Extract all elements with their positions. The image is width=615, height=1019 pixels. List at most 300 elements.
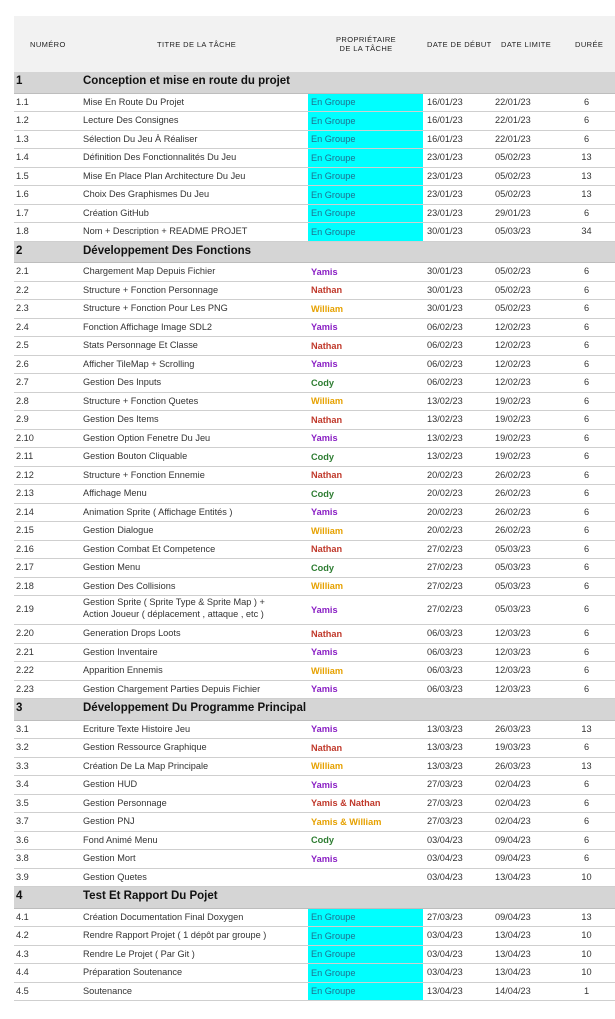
task-title: Affichage Menu — [83, 488, 147, 498]
group-title: Conception et mise en route du projet — [83, 75, 291, 87]
task-duration: 13 — [581, 911, 592, 922]
task-number: 2.3 — [16, 303, 29, 313]
task-title: Création GitHub — [83, 207, 149, 218]
table-row — [14, 319, 615, 338]
task-number: 3.6 — [16, 834, 29, 845]
task-title: Nom + Description + README PROJET — [83, 226, 248, 236]
task-title: Structure + Fonction Personnage — [83, 284, 219, 295]
task-number: 2.21 — [16, 646, 34, 657]
task-end-date: 26/02/23 — [495, 488, 531, 498]
task-duration: 6 — [583, 266, 590, 276]
task-title: Gestion Personnage — [83, 797, 167, 808]
task-start-date: 23/01/23 — [427, 152, 463, 162]
task-start-date: 30/01/23 — [427, 303, 463, 313]
task-duration: 6 — [583, 414, 590, 424]
task-end-date: 14/04/23 — [495, 985, 531, 996]
task-number: 2.7 — [16, 377, 29, 387]
task-title: Fond Animé Menu — [83, 834, 158, 845]
task-owner: William — [311, 303, 344, 314]
task-start-date: 06/02/23 — [427, 377, 463, 387]
task-end-date: 12/03/23 — [495, 665, 531, 675]
task-end-date: 12/02/23 — [495, 358, 531, 369]
task-owner: Nathan — [311, 285, 343, 296]
group-row — [14, 887, 615, 909]
task-title: Chargement Map Depuis Fichier — [83, 266, 216, 276]
task-start-date: 27/02/23 — [427, 562, 463, 572]
task-number: 3.2 — [16, 742, 29, 752]
task-title: Animation Sprite ( Affichage Entités ) — [83, 506, 233, 517]
table-row — [14, 485, 615, 504]
task-owner: En Groupe — [308, 205, 423, 223]
table-row — [14, 869, 615, 888]
table-row — [14, 337, 615, 356]
task-end-date: 02/04/23 — [495, 797, 531, 808]
task-start-date: 27/02/23 — [427, 543, 463, 554]
task-number: 1.5 — [16, 170, 29, 181]
task-title: Mise En Route Du Projet — [83, 96, 185, 107]
task-owner: En Groupe — [308, 131, 423, 149]
task-owner: Yamis — [311, 507, 338, 518]
task-owner: Nathan — [311, 470, 343, 481]
table-row — [14, 430, 615, 449]
task-number: 4.5 — [16, 985, 29, 996]
task-duration: 13 — [581, 723, 592, 734]
task-number: 2.13 — [16, 488, 34, 498]
table-row — [14, 263, 615, 282]
task-number: 4.1 — [16, 911, 29, 922]
task-end-date: 22/01/23 — [495, 115, 531, 125]
task-owner: En Groupe — [308, 112, 423, 130]
task-duration: 6 — [583, 665, 590, 675]
task-owner: Cody — [311, 488, 334, 499]
task-start-date: 30/01/23 — [427, 284, 463, 295]
task-end-date: 13/04/23 — [495, 948, 531, 959]
task-owner: Cody — [311, 562, 334, 573]
table-row — [14, 559, 615, 578]
task-number: 4.4 — [16, 967, 29, 977]
task-number: 1.7 — [16, 207, 29, 218]
task-end-date: 05/03/23 — [495, 562, 531, 572]
task-number: 2.9 — [16, 414, 29, 424]
task-duration: 6 — [583, 646, 590, 657]
task-end-date: 22/01/23 — [495, 96, 531, 107]
table-row — [14, 909, 615, 928]
task-duration: 6 — [583, 115, 590, 125]
group-row — [14, 699, 615, 721]
task-start-date: 06/02/23 — [427, 358, 463, 369]
task-title: Mise En Place Plan Architecture Du Jeu — [83, 170, 246, 181]
task-end-date: 19/02/23 — [495, 395, 531, 406]
task-owner: En Groupe — [308, 186, 423, 204]
task-end-date: 26/02/23 — [495, 525, 531, 535]
task-duration: 6 — [583, 340, 590, 350]
task-owner: Cody — [311, 835, 334, 846]
task-end-date: 29/01/23 — [495, 207, 531, 218]
task-number: 2.14 — [16, 506, 34, 517]
task-start-date: 13/02/23 — [427, 414, 463, 424]
task-duration: 10 — [581, 948, 592, 959]
task-duration: 6 — [583, 543, 590, 554]
task-end-date: 19/02/23 — [495, 451, 531, 461]
task-end-date: 19/03/23 — [495, 742, 531, 752]
task-owner: Nathan — [311, 544, 343, 555]
task-owner: Yamis — [311, 724, 338, 735]
task-start-date: 27/03/23 — [427, 797, 463, 808]
task-owner — [308, 869, 423, 887]
group-number: 4 — [16, 890, 23, 902]
task-start-date: 03/04/23 — [427, 834, 463, 845]
table-row — [14, 983, 615, 1002]
task-start-date: 20/02/23 — [427, 525, 463, 535]
task-title-line2: Action Joueur ( déplacement , attaque , etc ) — [83, 608, 264, 619]
task-start-date: 27/02/23 — [427, 580, 463, 591]
task-start-date: 06/03/23 — [427, 646, 463, 657]
task-end-date: 12/02/23 — [495, 321, 531, 332]
task-title: Gestion Des Inputs — [83, 377, 162, 387]
task-end-date: 12/02/23 — [495, 340, 531, 350]
task-duration: 6 — [583, 377, 590, 387]
task-duration: 6 — [583, 580, 590, 591]
task-end-date: 12/03/23 — [495, 646, 531, 657]
task-duration: 13 — [581, 189, 592, 199]
task-owner: Yamis — [311, 322, 338, 333]
task-number: 2.4 — [16, 321, 29, 332]
task-number: 2.5 — [16, 340, 29, 350]
table-row — [14, 223, 615, 242]
table-row — [14, 393, 615, 412]
group-title: Développement Du Programme Principal — [83, 702, 307, 714]
task-number: 2.11 — [16, 451, 34, 461]
header-owner-line1: PROPRIÉTAIRE — [336, 35, 397, 44]
task-owner: En Groupe — [308, 946, 423, 964]
task-number: 2.19 — [16, 604, 34, 614]
task-owner: En Groupe — [308, 909, 423, 927]
task-owner: Cody — [311, 451, 334, 462]
task-number: 4.3 — [16, 948, 29, 959]
task-end-date: 02/04/23 — [495, 779, 531, 789]
task-duration: 6 — [583, 604, 590, 614]
task-start-date: 06/03/23 — [427, 683, 463, 694]
task-owner: Yamis — [311, 684, 338, 695]
task-owner: William — [311, 761, 344, 772]
task-number: 1.3 — [16, 133, 29, 144]
task-number: 1.6 — [16, 189, 29, 199]
task-start-date: 13/02/23 — [427, 451, 463, 461]
task-duration: 6 — [583, 451, 590, 461]
task-title: Sélection Du Jeu À Réaliser — [83, 133, 198, 144]
header-number: NUMÉRO — [30, 40, 66, 49]
task-owner: Yamis — [311, 647, 338, 658]
task-number: 2.1 — [16, 266, 29, 276]
task-title: Gestion Des Collisions — [83, 580, 176, 591]
task-title: Gestion Option Fenetre Du Jeu — [83, 432, 211, 443]
task-title: Définition Des Fonctionnalités Du Jeu — [83, 152, 237, 162]
task-duration: 13 — [581, 152, 592, 162]
task-title: Rendre Le Projet ( Par Git ) — [83, 948, 195, 959]
group-row — [14, 242, 615, 264]
task-start-date: 30/01/23 — [427, 226, 463, 236]
task-number: 2.8 — [16, 395, 29, 406]
task-owner: William — [311, 396, 344, 407]
task-duration: 10 — [581, 871, 592, 882]
group-title: Test Et Rapport Du Pojet — [83, 890, 218, 902]
table-row — [14, 112, 615, 131]
task-duration: 6 — [583, 562, 590, 572]
task-start-date: 16/01/23 — [427, 115, 463, 125]
task-title: Structure + Fonction Ennemie — [83, 469, 205, 480]
task-end-date: 02/04/23 — [495, 816, 531, 826]
task-start-date: 13/03/23 — [427, 742, 463, 752]
task-duration: 1 — [583, 985, 590, 996]
task-owner: William — [311, 581, 344, 592]
task-start-date: 03/04/23 — [427, 948, 463, 959]
task-duration: 6 — [583, 488, 590, 498]
task-number: 3.1 — [16, 723, 29, 734]
table-row — [14, 504, 615, 523]
task-title — [83, 597, 265, 620]
table-row — [14, 625, 615, 644]
task-number: 3.4 — [16, 779, 29, 789]
task-number: 2.17 — [16, 562, 34, 572]
task-end-date: 26/02/23 — [495, 469, 531, 480]
task-end-date: 26/02/23 — [495, 506, 531, 517]
task-end-date: 05/02/23 — [495, 266, 531, 276]
task-number: 3.9 — [16, 871, 29, 882]
task-owner: Nathan — [311, 340, 343, 351]
task-end-date: 05/03/23 — [495, 580, 531, 591]
task-end-date: 05/03/23 — [495, 543, 531, 554]
task-title: Ecriture Texte Histoire Jeu — [83, 723, 191, 734]
table-row — [14, 374, 615, 393]
task-end-date: 05/03/23 — [495, 604, 531, 614]
task-duration: 6 — [583, 816, 590, 826]
task-owner: Nathan — [311, 414, 343, 425]
task-end-date: 05/02/23 — [495, 152, 531, 162]
task-end-date: 13/04/23 — [495, 871, 531, 882]
task-number: 4.2 — [16, 930, 29, 940]
task-owner: Yamis & Nathan — [311, 798, 381, 809]
task-start-date: 13/04/23 — [427, 985, 463, 996]
task-owner: Yamis — [311, 266, 338, 277]
task-title: Gestion Chargement Parties Depuis Fichier — [83, 683, 261, 694]
table-row — [14, 282, 615, 301]
task-start-date: 27/03/23 — [427, 816, 463, 826]
task-owner: Nathan — [311, 628, 343, 639]
table-row — [14, 758, 615, 777]
task-duration: 6 — [583, 525, 590, 535]
task-title: Préparation Soutenance — [83, 967, 183, 977]
task-end-date: 19/02/23 — [495, 432, 531, 443]
task-start-date: 03/04/23 — [427, 967, 463, 977]
task-duration: 13 — [581, 170, 592, 181]
task-title: Rendre Rapport Projet ( 1 dépôt par groupe ) — [83, 930, 267, 940]
task-end-date: 26/03/23 — [495, 723, 531, 734]
task-duration: 10 — [581, 967, 592, 977]
task-number: 3.3 — [16, 760, 29, 771]
table-row — [14, 832, 615, 851]
task-end-date: 05/02/23 — [495, 189, 531, 199]
task-number: 2.18 — [16, 580, 34, 591]
task-owner: William — [311, 525, 344, 536]
task-number: 2.12 — [16, 469, 34, 480]
task-start-date: 20/02/23 — [427, 506, 463, 517]
table-row — [14, 578, 615, 597]
task-title: Gestion Des Items — [83, 414, 159, 424]
task-title: Création Documentation Final Doxygen — [83, 911, 244, 922]
task-number: 1.1 — [16, 96, 29, 107]
task-title: Stats Personnage Et Classe — [83, 340, 198, 350]
task-duration: 6 — [583, 284, 590, 295]
task-number: 2.23 — [16, 683, 34, 694]
task-title: Gestion Bouton Cliquable — [83, 451, 188, 461]
header-end-date: DATE LIMITE — [501, 40, 552, 49]
task-end-date: 05/02/23 — [495, 284, 531, 295]
table-row — [14, 149, 615, 168]
task-number: 3.5 — [16, 797, 29, 808]
task-end-date: 05/03/23 — [495, 226, 531, 236]
task-start-date: 06/02/23 — [427, 321, 463, 332]
task-end-date: 12/02/23 — [495, 377, 531, 387]
table-body — [14, 72, 615, 1001]
task-schedule-table — [14, 16, 615, 1001]
task-start-date: 16/01/23 — [427, 96, 463, 107]
task-title: Gestion Menu — [83, 562, 141, 572]
table-row — [14, 541, 615, 560]
task-owner: En Groupe — [308, 927, 423, 945]
task-number: 2.6 — [16, 358, 29, 369]
table-row — [14, 721, 615, 740]
task-duration: 6 — [583, 469, 590, 480]
task-start-date: 27/03/23 — [427, 911, 463, 922]
task-start-date: 20/02/23 — [427, 488, 463, 498]
task-number: 1.4 — [16, 152, 29, 162]
task-title: Gestion Inventaire — [83, 646, 158, 657]
task-start-date: 30/01/23 — [427, 266, 463, 276]
table-row — [14, 168, 615, 187]
task-end-date: 19/02/23 — [495, 414, 531, 424]
task-start-date: 16/01/23 — [427, 133, 463, 144]
table-row — [14, 964, 615, 983]
task-end-date: 13/04/23 — [495, 930, 531, 940]
task-start-date: 03/04/23 — [427, 871, 463, 882]
task-start-date: 20/02/23 — [427, 469, 463, 480]
task-duration: 6 — [583, 321, 590, 332]
task-owner: Yamis — [311, 779, 338, 790]
task-owner: En Groupe — [308, 223, 423, 241]
task-start-date: 27/03/23 — [427, 779, 463, 789]
task-title: Gestion HUD — [83, 779, 138, 789]
table-row — [14, 850, 615, 869]
task-duration: 6 — [583, 432, 590, 443]
table-row — [14, 644, 615, 663]
task-title: Gestion Dialogue — [83, 525, 154, 535]
table-row — [14, 522, 615, 541]
task-duration: 6 — [583, 506, 590, 517]
table-row — [14, 813, 615, 832]
group-title: Développement Des Fonctions — [83, 244, 252, 257]
task-number: 2.15 — [16, 525, 34, 535]
task-start-date: 23/01/23 — [427, 170, 463, 181]
task-end-date: 09/04/23 — [495, 853, 531, 863]
task-title-line1: Gestion Sprite ( Sprite Type & Sprite Map ) + — [83, 597, 265, 607]
task-number: 1.8 — [16, 226, 29, 236]
task-start-date: 13/03/23 — [427, 723, 463, 734]
task-title: Lecture Des Consignes — [83, 115, 179, 125]
table-row — [14, 681, 615, 700]
table-row — [14, 795, 615, 814]
task-duration: 6 — [583, 797, 590, 808]
task-title: Gestion Combat Et Competence — [83, 543, 216, 554]
task-duration: 6 — [583, 742, 590, 752]
task-owner: En Groupe — [308, 94, 423, 112]
header-task-title: TITRE DE LA TÂCHE — [157, 40, 237, 49]
task-start-date: 13/03/23 — [427, 760, 463, 771]
task-duration: 13 — [581, 760, 592, 771]
table-row — [14, 300, 615, 319]
table-row — [14, 927, 615, 946]
task-start-date: 23/01/23 — [427, 189, 463, 199]
task-number: 2.20 — [16, 628, 34, 638]
task-number: 3.7 — [16, 816, 29, 826]
task-start-date: 06/03/23 — [427, 628, 463, 638]
task-start-date: 03/04/23 — [427, 930, 463, 940]
task-title: Afficher TileMap + Scrolling — [83, 358, 195, 369]
table-header — [14, 16, 615, 72]
task-owner: En Groupe — [308, 964, 423, 982]
task-title: Gestion Quetes — [83, 871, 147, 882]
task-number: 2.16 — [16, 543, 34, 554]
table-row — [14, 946, 615, 965]
task-title: Création De La Map Principale — [83, 760, 209, 771]
table-row — [14, 356, 615, 375]
task-duration: 6 — [583, 395, 590, 406]
task-duration: 6 — [583, 853, 590, 863]
task-start-date: 27/02/23 — [427, 604, 463, 614]
task-owner: En Groupe — [308, 149, 423, 167]
task-duration: 6 — [583, 207, 590, 218]
task-end-date: 05/02/23 — [495, 303, 531, 313]
table-row — [14, 739, 615, 758]
table-row — [14, 94, 615, 113]
task-title: Gestion Ressource Graphique — [83, 742, 207, 752]
task-end-date: 22/01/23 — [495, 133, 531, 144]
task-start-date: 13/02/23 — [427, 395, 463, 406]
task-start-date: 06/03/23 — [427, 665, 463, 675]
group-row — [14, 72, 615, 94]
task-title: Fonction Affichage Image SDL2 — [83, 321, 213, 332]
task-number: 2.22 — [16, 665, 34, 675]
table-row — [14, 411, 615, 430]
task-duration: 6 — [583, 834, 590, 845]
table-row — [14, 448, 615, 467]
task-end-date: 09/04/23 — [495, 911, 531, 922]
task-duration: 6 — [583, 683, 590, 694]
task-end-date: 12/03/23 — [495, 683, 531, 694]
task-start-date: 23/01/23 — [427, 207, 463, 218]
group-number: 2 — [16, 244, 23, 257]
task-title: Structure + Fonction Quetes — [83, 395, 199, 406]
task-end-date: 09/04/23 — [495, 834, 531, 845]
task-number: 2.2 — [16, 284, 29, 295]
task-duration: 6 — [583, 358, 590, 369]
task-duration: 6 — [583, 133, 590, 144]
header-duration: DURÉE — [575, 40, 604, 49]
task-owner: En Groupe — [308, 168, 423, 186]
task-duration: 6 — [583, 779, 590, 789]
task-owner: Cody — [311, 377, 334, 388]
task-end-date: 05/02/23 — [495, 170, 531, 181]
task-owner: Yamis — [311, 853, 338, 864]
